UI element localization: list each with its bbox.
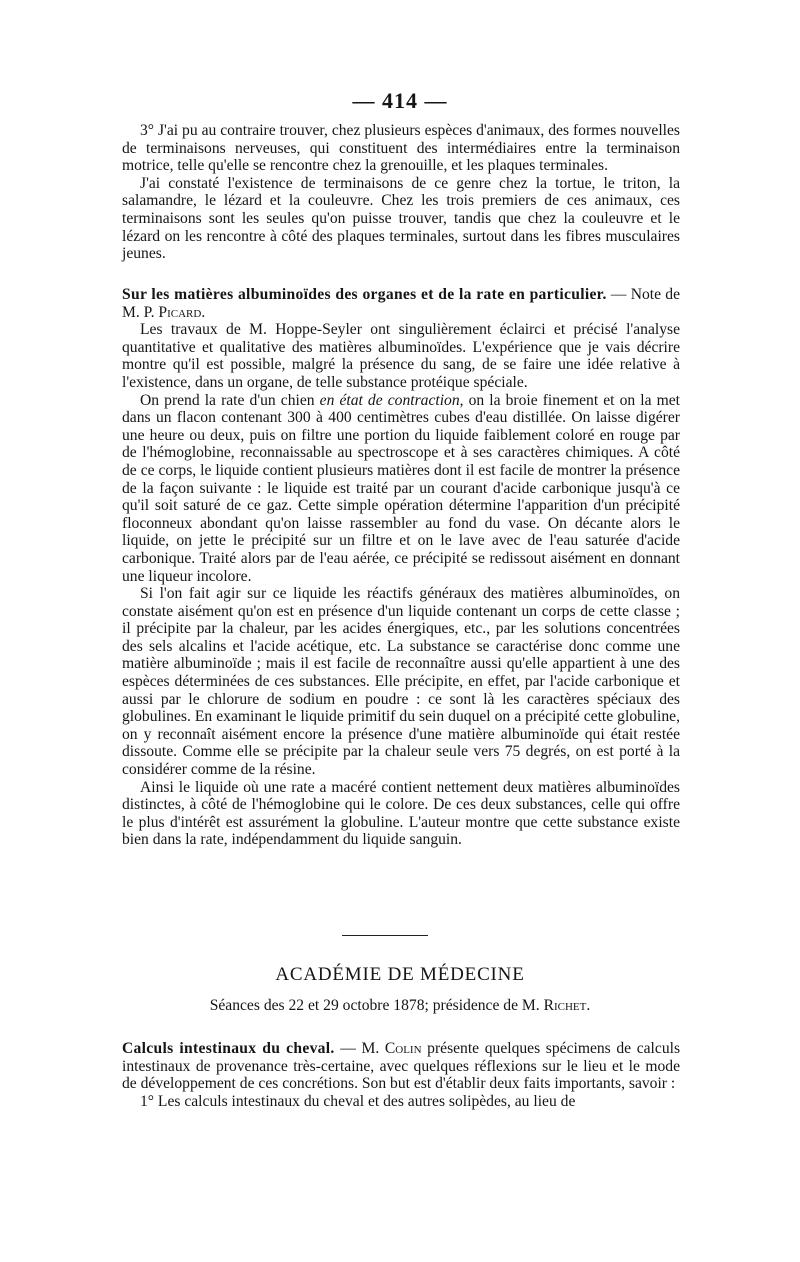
article-title: Sur les matières albuminoïdes des organes et de la rate en particulier. xyxy=(122,286,607,303)
session-line: Séances des 22 et 29 octobre 1878; présidence de M. Richet. xyxy=(209,997,591,1014)
paragraph: Ainsi le liquide où une rate a macéré contient nettement deux matières albuminoïdes distinctes, à côté de l'hémoglobine qui le colore. De ces deux substances, celle qui offre le plus d'intérêt est assurément la globuline. L'auteur montre que cette substance existe bien dans la rate, indépendamment du liquide sanguin. xyxy=(122,778,680,849)
italic-phrase: en état de contraction xyxy=(319,391,460,409)
page-number: — 414 — xyxy=(352,88,448,113)
section-heading: ACADÉMIE DE MÉDECINE xyxy=(275,964,525,985)
section-divider xyxy=(342,935,428,936)
paragraph: Les travaux de M. Hoppe-Seyler ont singulièrement éclairci et précisé l'analyse quantitative et qualitative des matières albuminoïdes. L'expérience que je vais décrire montre qu'il est possible, malgré la présence du sang, de se faire une idée relative à l'existence, dans un organe, de telle substance protéique spéciale. xyxy=(122,321,680,391)
paragraph: J'ai constaté l'existence de terminaisons de ce genre chez la tortue, le triton, la salamandre, le lézard et la couleuvre. Chez les trois premiers de ces animaux, ces terminaisons sont les seules qu'on puisse trouver, tandis que chez la couleuvre et le lézard on les rencontre à côté des plaques terminales, surtout dans les fibres musculaires jeunes. xyxy=(122,174,680,263)
president-name: Richet xyxy=(543,997,587,1014)
article-author: Colin xyxy=(384,1040,422,1057)
paragraph: On prend la rate d'un chien en état de contraction, on la broie finement et on la met dans un flacon contenant 300 à 400 centimètres cubes d'eau distillée. On laisse digérer une heure ou deux, puis on filtre une portion du liquide faiblement coloré en rouge par de l'hémoglobine, reconnaissable au spectroscope et à ses caractères chimiques. A côté de ce corps, le liquide contient plusieurs matières dont il est facile de montrer la présence de la façon suivante : le liquide est traité par un courant d'acide carbonique jusqu'à ce qu'il soit saturé de ce gaz. Cette simple opération détermine l'apparition d'un précipité floconneux abondant qu'on laisse rassembler au fond du vase. On décante alors le liquide, on jette le précipité sur un filtre et on le lave avec de l'eau saturée d'acide carbonique. Traité alors par de l'eau aérée, ce précipité se redissout aisément en donnant une liqueur incolore. xyxy=(122,391,680,585)
paragraph: 1° Les calculs intestinaux du cheval et des autres solipèdes, au lieu de xyxy=(140,1092,576,1110)
calculi-article xyxy=(122,1040,680,1110)
spleen-article xyxy=(122,286,680,849)
article-author: Picard xyxy=(158,303,202,321)
paragraph: 3° J'ai pu au contraire trouver, chez plusieurs espèces d'animaux, des formes nouvelles de terminaisons nerveuses, qui constituent des intermédiaires entre la terminaison motrice, telle qu'elle se rencontre chez la grenouille, et les plaques terminales. xyxy=(122,122,680,175)
paragraph: Si l'on fait agir sur ce liquide les réactifs généraux des matières albuminoïdes, on constate aisément qu'on est en présence d'un liquide contenant un corps de cette classe ; il précipite par la chaleur, par les acides énergiques, etc., par les solutions concentrées des sels alcalins et l'acide acétique, etc. La substance se caractérise donc comme une matière albuminoïde ; mais il est facile de reconnaître aussi qu'elle appartient à une des espèces déterminées de ces substances. Elle précipite, en effet, par l'acide carbonique et aussi par le chlorure de sodium en poudre : ce sont là les caractères spéciaux des globulines. En examinant le liquide primitif du sein duquel on a précipité cette globuline, on y reconnaît aisément encore la présence d'une matière albuminoïde qui était restée dissoute. Comme elle se précipite par la chaleur seule vers 75 degrés, on est porté à la considérer comme de la résine. xyxy=(122,585,680,779)
article-title: Calculs intestinaux du cheval. xyxy=(122,1040,335,1057)
article-heading: Sur les matières albuminoïdes des organes et de la rate en particulier. — Note de M. P. Picard. xyxy=(122,286,680,321)
nerve-endings-text xyxy=(122,122,680,263)
paragraph: Calculs intestinaux du cheval. — M. Colin présente quelques spécimens de calculs intestinaux de provenance très-certaine, avec quelques réflexions sur le lieu et le mode de développement de ces concrétions. Son but est d'établir deux faits importants, savoir : xyxy=(122,1040,681,1093)
